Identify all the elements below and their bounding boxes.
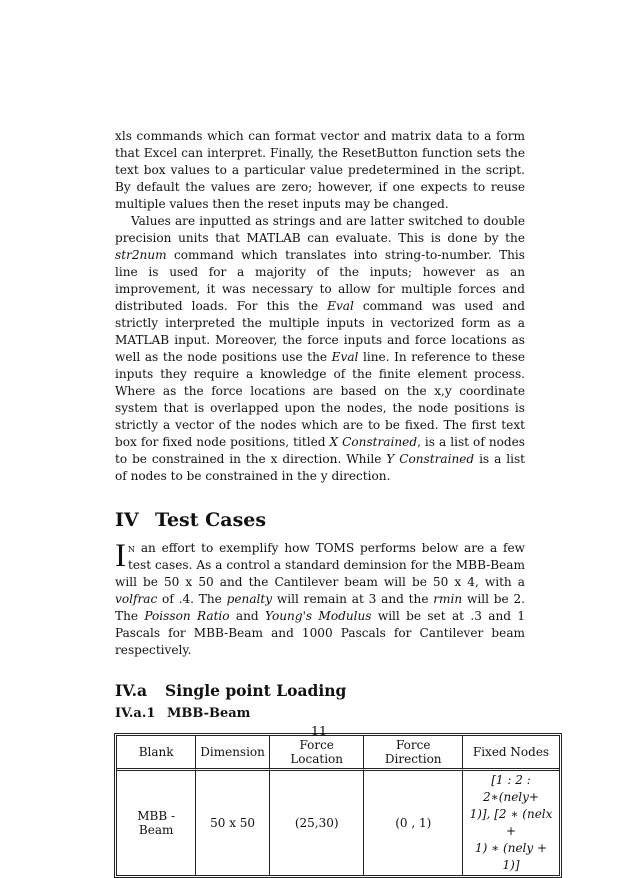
text: Values are inputted as strings and are latter switched to double precision units that MATLAB can evaluate. This is done by the bbox=[115, 214, 525, 245]
subsection-title: Single point Loading bbox=[165, 681, 347, 700]
cell-force-location: (25,30) bbox=[270, 771, 365, 875]
text: and bbox=[229, 609, 266, 623]
italic-term: Eval bbox=[327, 299, 354, 313]
paragraph bbox=[115, 213, 525, 485]
italic-term: Y Constrained bbox=[386, 452, 475, 466]
fixed-nodes-line: [1 : 2 : 2∗(nely+ bbox=[483, 773, 539, 804]
text: , is a list of nodes to be constrained in the x direction. While bbox=[115, 435, 525, 466]
header-force-direction: Force Direction bbox=[364, 736, 463, 771]
italic-term: Young's Modulus bbox=[265, 609, 372, 623]
text: command was used and strictly interpreted the multiple inputs in vectorized form as a MATLAB input. Moreover, the force inputs and force locations as well as the node positions use the bbox=[115, 299, 526, 364]
fixed-nodes-line: 1)], [2 ∗ (nelx + bbox=[469, 807, 553, 838]
table-header-row bbox=[117, 736, 559, 771]
fixed-nodes-line: 1) ∗ (nely + 1)] bbox=[474, 841, 548, 872]
text: command which translates into string-to-number. This line is used for a majority of the inputs; however as an improvement, it was necessary to allow for multiple forces and distributed loads. For this the bbox=[115, 248, 525, 313]
cell-force-direction: (0 , 1) bbox=[364, 771, 463, 875]
subsection-number: IV.a bbox=[115, 681, 148, 700]
drop-cap: I bbox=[115, 538, 126, 574]
italic-term: rmin bbox=[433, 592, 463, 606]
text: line. In reference to these inputs they require a knowledge of the finite element process. Where as the force locations are based on the x,y coordinate system that is overlapped upon the nodes, the node positions is strictly a vector of the nodes which are to be fixed. The first text box for fixed node positions, titled bbox=[115, 350, 526, 449]
subsubsection-title: MBB-Beam bbox=[167, 706, 251, 721]
smallcaps-text: n bbox=[128, 541, 135, 555]
cell-fixed-nodes bbox=[463, 771, 559, 875]
cell-blank: MBB - Beam bbox=[117, 771, 196, 875]
page-content bbox=[115, 128, 553, 878]
italic-term: X Constrained bbox=[329, 435, 418, 449]
header-fixed-nodes: Fixed Nodes bbox=[463, 736, 559, 771]
paragraph bbox=[115, 128, 525, 213]
italic-term: Poisson Ratio bbox=[144, 609, 230, 623]
text: will remain at 3 and the bbox=[272, 592, 434, 606]
text: is a list of nodes to be constrained in the y direction. bbox=[115, 452, 526, 483]
text: an effort to exemplify how TOMS performs below are a few test cases. As a control a standard deminsion for the MBB-Beam will be 50 x 50 and the Cantilever beam will be 50 x 4, with a bbox=[115, 541, 525, 589]
italic-term: Eval bbox=[331, 350, 359, 364]
text: xls commands which can format vector and matrix data to a form that Excel can interpret. Finally, the ResetButton function sets the text box values to a particular value predetermined in the script. By default the values are zero; however, if one expects to reuse multiple values then the reset inputs may be changed. bbox=[115, 129, 525, 211]
italic-term: penalty bbox=[226, 592, 273, 606]
subsection-heading bbox=[115, 681, 525, 700]
table-row bbox=[117, 771, 559, 875]
paragraph bbox=[115, 540, 525, 659]
section-heading bbox=[115, 509, 525, 531]
page-number: 11 bbox=[311, 723, 327, 738]
text: will be set at .3 and 1 Pascals for MBB-Beam and 1000 Pascals for Cantilever beam respectively. bbox=[115, 609, 526, 657]
text: of .4. The bbox=[157, 592, 227, 606]
cell-dimension: 50 x 50 bbox=[196, 771, 270, 875]
subsubsection-heading bbox=[115, 706, 525, 721]
header-blank: Blank bbox=[117, 736, 196, 771]
section-title: Test Cases bbox=[155, 509, 267, 531]
header-dimension: Dimension bbox=[196, 736, 270, 771]
italic-term: volfrac bbox=[115, 592, 158, 606]
subsubsection-number: IV.a.1 bbox=[115, 706, 156, 721]
section-number: IV bbox=[115, 509, 139, 531]
header-force-location: Force Location bbox=[270, 736, 365, 771]
test-case-table bbox=[114, 733, 562, 878]
text: will be 2. The bbox=[115, 592, 525, 623]
italic-term: str2num bbox=[115, 248, 167, 262]
